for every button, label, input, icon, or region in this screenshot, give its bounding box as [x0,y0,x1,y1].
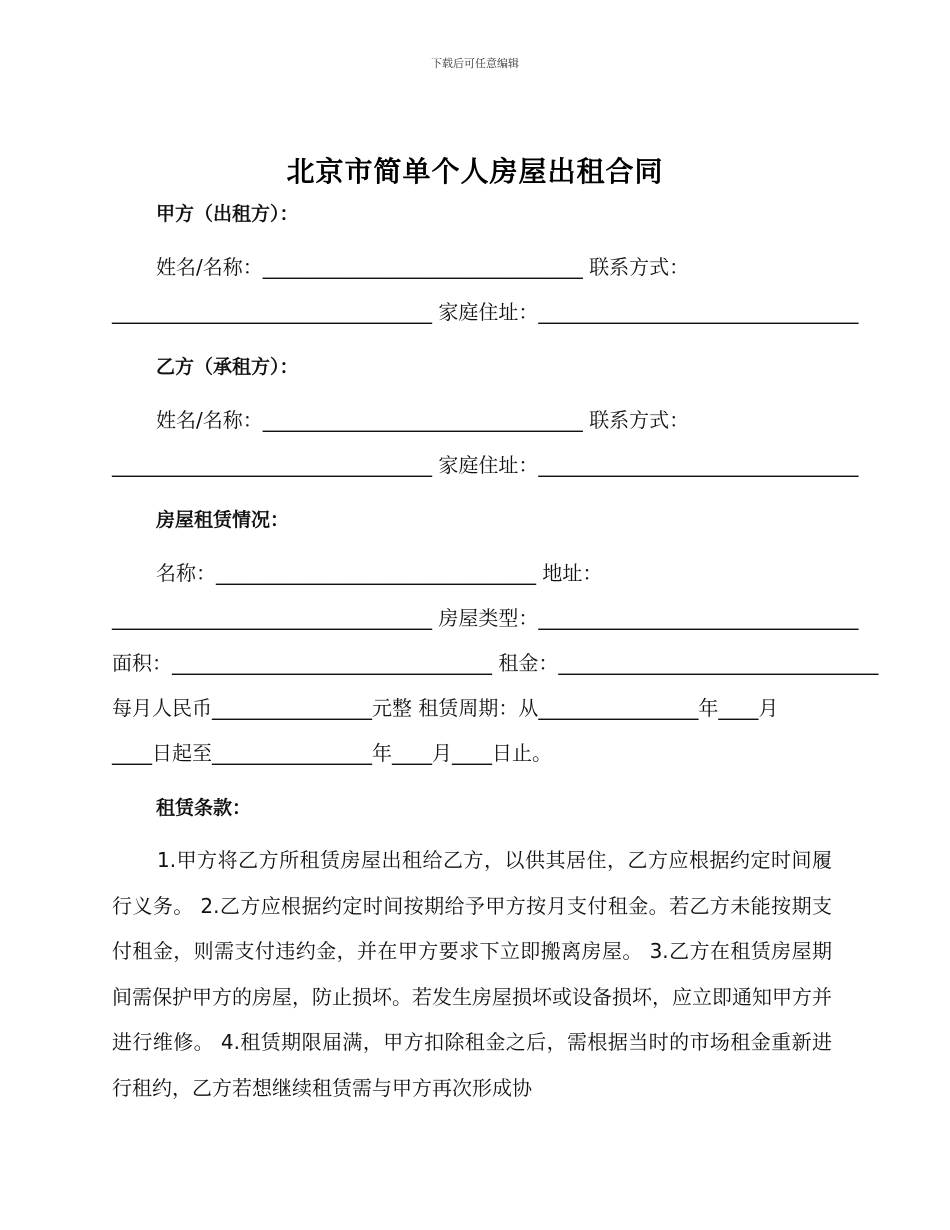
terms-paragraph [112,838,832,1111]
terms-heading: 租赁条款： [156,797,252,819]
house-name-address-line: 名称：________________________________ 地址： [156,561,603,585]
party-b-name-contact-line: 姓名/名称：________________________________ 联系方式： [156,408,690,432]
header-note: 下载后可任意编辑 [431,57,519,70]
terms-text: 1.甲方将乙方所租赁房屋出租给乙方，以供其居住，乙方应根据约定时间履行义务。 2.乙方应根据约定时间按期给予甲方按月支付租金。若乙方未能按期支付租金，则需支付违约金，并在甲方要求下立即搬离房屋。 3.乙方在租赁房屋期间需保护甲方的房屋，防止损坏。若发生房屋损坏或设备损坏，应立即通知甲方并进行维修。 4.租赁期限届满，甲方扣除租金之后，需根据当时的市场租金重新进行租约，乙方若想继续租赁需与甲方再次形成协 [112,848,832,1100]
document-title: 北京市简单个人房屋出租合同 [286,155,664,188]
house-area-rent-line: 面积：________________________________ 租金：________________________________ [112,651,879,675]
party-b-address-line: ________________________________ 家庭住址：________________________________ [112,453,859,477]
party-b-heading: 乙方（承租方）： [156,356,299,378]
party-a-address-line: ________________________________ 家庭住址：________________________________ [112,300,859,324]
party-a-name-contact-line: 姓名/名称：________________________________ 联系方式： [156,255,690,279]
house-type-line: ________________________________ 房屋类型：________________________________ [112,606,859,630]
house-monthly-period-line: 每月人民币________________元整 租赁周期：从________________年____月 [112,696,779,720]
house-heading: 房屋租赁情况： [156,509,290,531]
house-period-end-line: ____日起至________________年____月____日止。 [112,741,552,765]
party-a-heading: 甲方（出租方）： [156,203,299,225]
